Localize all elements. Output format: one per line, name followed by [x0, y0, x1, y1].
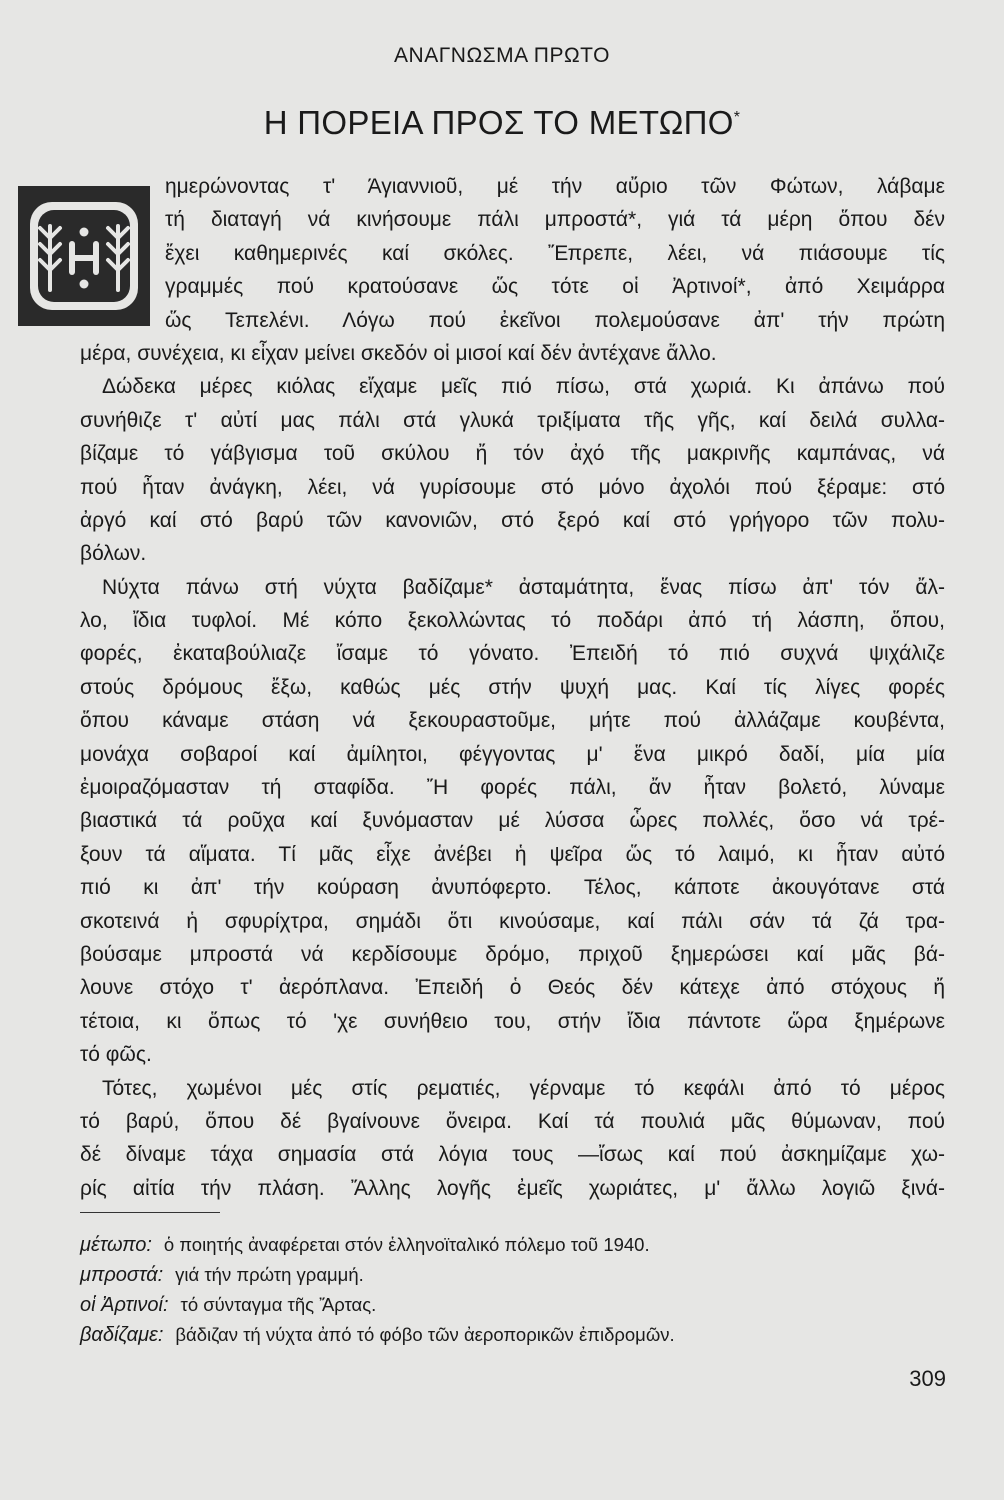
chapter-title [0, 104, 1004, 142]
text-line: σκοτεινά ἡ σφυρίχτρα, σημάδι ὅτι κινούσαμε, καί πάλι σάν τά ζά τρα- [80, 909, 945, 933]
text-line: πιό κι ἀπ' τήν κούραση ἀνυπόφερτο. Τέλος, κάποτε ἀκουγότανε στά [80, 876, 945, 900]
footnote-term: μέτωπο: [80, 1234, 152, 1256]
text-line: Τότες, χωμένοι μές στίς ρεματιές, γέρναμε τό κεφάλι ἀπό τό μέρος [102, 1076, 945, 1100]
text-line: ἀργό καί στό βαρύ τῶν κανονιῶν, στό ξερό καί στό γρήγορο τῶν πολυ- [80, 508, 945, 532]
footnote-text: γιά τήν πρώτη γραμμή. [175, 1264, 364, 1285]
text-line: ἔχει καθημερινές καί σκόλες. Ἔπρεπε, λέει, νά πιάσουμε τίς [165, 241, 945, 265]
text-line: συνήθιζε τ' αὐτί μας πάλι στά γλυκά τριξίματα τῆς γῆς, καί δειλά συλλα- [80, 408, 945, 432]
text-line: δέ δίναμε τάχα σημασία στά λόγια τους —ἴσως καί πού ἀσκημίζαμε χω- [80, 1143, 945, 1167]
footnote [80, 1260, 940, 1290]
text-line: λουνε στόχο τ' ἀερόπλανα. Ἐπειδή ὁ Θεός δέν κάτεχε ἀπό στόχους ἤ [80, 976, 945, 1000]
text-line: γραμμές πού κρατούσανε ὥς τότε οἱ Ἀρτινοί*, ἀπό Χειμάρρα [165, 275, 945, 299]
text-line: ρίς αἰτία τήν πλάση. Ἄλλης λογῆς ἐμεῖς χωριάτες, μ' ἄλλω λογιῶ ξινά- [80, 1176, 945, 1200]
text-line: στούς δρόμους ἔξω, καθώς μές στήν ψυχή μας. Καί τίς λίγες φορές [80, 675, 945, 699]
text-line: φορές, ἐκαταβούλιαζε ἴσαμε τό γόνατο. Ἐπειδή τό πιό συχνά ψιχάλιζε [80, 642, 945, 666]
footnote [80, 1320, 940, 1350]
footnotes [80, 1230, 940, 1350]
text-line: ξουν τά αἵματα. Τί μᾶς εἶχε ἀνέβει ἡ ψεῖρα ὥς τό λαιμό, κι ἦταν αὐτό [80, 842, 945, 866]
text-line: βόλων. [80, 542, 147, 566]
text-line: πού ἦταν ἀνάγκη, λέει, νά γυρίσουμε στό μόνο ἀχολόι πού ξέραμε: στό [80, 475, 945, 499]
footnote-text: ὁ ποιητής ἀναφέρεται στόν ἑλληνοϊταλικό πόλεμο τοῦ 1940. [163, 1234, 650, 1255]
text-line: λο, ἴδια τυφλοί. Μέ κόπο ξεκολλώντας τό ποδάρι ἀπό τή λάσπη, ὅπου, [80, 609, 945, 633]
title-footnote-marker: * [733, 109, 741, 126]
text-line: μονάχα σοβαροί καί ἀμίλητοι, φέγγοντας μ' ἕνα μικρό δαδί, μία μία [80, 742, 945, 766]
text-line: βίζαμε τό γάβγισμα τοῦ σκύλου ἤ τόν ἀχό τῆς μακρινῆς καμπάνας, νά [80, 442, 945, 466]
footnote-term: μπροστά: [80, 1264, 164, 1286]
text-line: βιαστικά τά ροῦχα καί ξυνόμασταν μέ λύσσα ὧρες πολλές, ὅσο νά τρέ- [80, 809, 945, 833]
text-line: Νύχτα πάνω στή νύχτα βαδίζαμε* ἀσταμάτητα, ἕνας πίσω ἀπ' τόν ἄλ- [102, 575, 945, 599]
footnote [80, 1230, 940, 1260]
section-label: ΑΝΑΓΝΩΣΜΑ ΠΡΩΤΟ [394, 44, 610, 67]
page-number: 309 [909, 1366, 946, 1391]
footnote-term: οἱ Ἀρτινοί: [80, 1294, 169, 1316]
text-line: ὥς Τεπελένι. Λόγω πού ἐκεῖνοι πολεμούσανε ἀπ' τήν πρώτη [165, 308, 945, 332]
text-line: Δώδεκα μέρες κιόλας εἴχαμε μεῖς πιό πίσω, στά χωριά. Κι ἀπάνω πού [102, 375, 945, 399]
text-line: μέρα, συνέχεια, κι εἶχαν μείνει σκεδόν οἱ μισοί καί δέν ἀντέχανε ἄλλο. [80, 341, 717, 365]
footnote [80, 1290, 940, 1320]
text-line: τή διαταγή νά κινήσουμε πάλι μπροστά*, γιά τά μέρη ὅπου δέν [165, 208, 945, 232]
text-line: τέτοια, κι ὅπως τό 'χε συνήθειο του, στήν ἴδια πάντοτε ὥρα ξημέρωνε [80, 1009, 945, 1033]
text-line: τό φῶς. [80, 1043, 152, 1067]
footnote-text: βάδιζαν τή νύχτα ἀπό τό φόβο τῶν ἀεροπορικῶν ἐπιδρομῶν. [175, 1324, 675, 1345]
text-line: ἐμοιραζόμασταν τή σταφίδα. Ἤ φορές πάλι, ἄν ἦταν βολετό, λύναμε [80, 776, 945, 800]
text-line: ημερώνοντας τ' Άγιαννιοῦ, μέ τήν αὔριο τῶν Φώτων, λάβαμε [165, 175, 945, 198]
footnote-term: βαδίζαμε: [80, 1324, 164, 1346]
footnote-divider [80, 1212, 220, 1213]
chapter-title-text: Η ΠΟΡΕΙΑ ΠΡΟΣ ΤΟ ΜΕΤΩΠΟ [263, 104, 734, 141]
text-line: τό βαρύ, ὅπου δέ βγαίνουνε ὄνειρα. Καί τά πουλιά μᾶς θύμωναν, πού [80, 1109, 945, 1133]
main-text [80, 170, 945, 1205]
footnote-text: τό σύνταγμα τῆς Ἄρτας. [180, 1294, 377, 1315]
text-line: βούσαμε μπροστά νά κερδίσουμε δρόμο, πριχοῦ ξημερώσει καί μᾶς βά- [80, 942, 945, 966]
text-line: ὅπου κάναμε στάση νά ξεκουραστοῦμε, μήτε πού ἀλλάζαμε κουβέντα, [80, 709, 945, 733]
